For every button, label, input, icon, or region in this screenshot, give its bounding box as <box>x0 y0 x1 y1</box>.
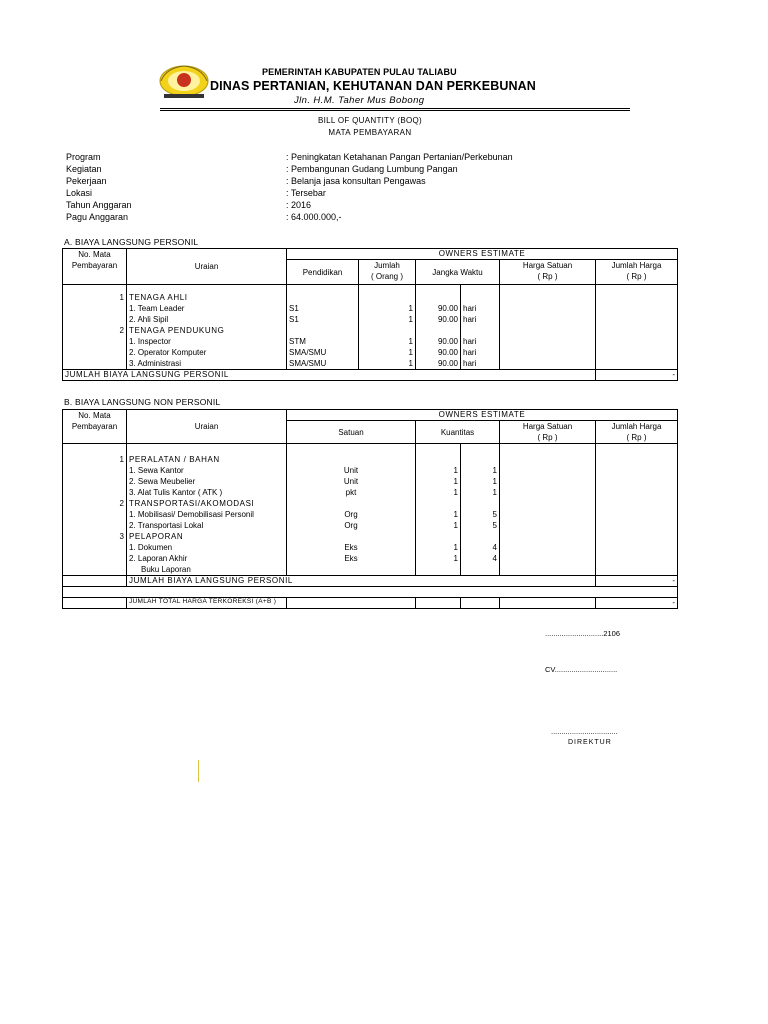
total-value: - <box>596 576 678 587</box>
grand-total-label: JUMLAH TOTAL HARGA TERKOREKSI (A+B ) <box>127 598 287 609</box>
table-row: 1. Dokumen Eks 1 4 <box>63 543 678 554</box>
info-value: : 2016 <box>286 200 312 210</box>
table-row: 1. Inspector STM 1 90.00 hari <box>63 337 678 348</box>
info-label: Program <box>66 152 101 162</box>
total-label: JUMLAH BIAYA LANGSUNG PERSONIL <box>63 370 596 381</box>
header-department: DINAS PERTANIAN, KEHUTANAN DAN PERKEBUNAN <box>210 79 536 93</box>
signature-name: ................................ <box>551 727 618 736</box>
owners-estimate-header: OWNERS ESTIMATE <box>287 410 678 421</box>
table-row: 1 PERALATAN / BAHAN <box>63 455 678 466</box>
info-value: : Tersebar <box>286 188 326 198</box>
table-row: 3. Administrasi SMA/SMU 1 90.00 hari <box>63 359 678 370</box>
table-row: 3 PELAPORAN <box>63 532 678 543</box>
total-label: JUMLAH BIAYA LANGSUNG PERSONIL <box>127 576 596 587</box>
scan-mark <box>198 760 199 782</box>
info-label: Pagu Anggaran <box>66 212 129 222</box>
table-row: 1. Mobilisasi/ Demobilisasi Personil Org 1 5 <box>63 510 678 521</box>
total-row <box>63 370 678 381</box>
header-address: Jln. H.M. Taher Mus Bobong <box>294 95 425 106</box>
table-row: 1. Team Leader S1 1 90.00 hari <box>63 304 678 315</box>
col-no-header: No. Mata Pembayaran <box>63 410 127 444</box>
total-value: - <box>596 370 678 381</box>
info-value: : Belanja jasa konsultan Pengawas <box>286 176 426 186</box>
table-row: 2. Ahli Sipil S1 1 90.00 hari <box>63 315 678 326</box>
signature-company: CV.............................. <box>545 665 618 674</box>
regency-logo <box>158 62 210 100</box>
col-uraian-header: Uraian <box>127 249 287 285</box>
table-row: 1 TENAGA AHLI <box>63 293 678 304</box>
col-pendidikan-header: Pendidikan <box>287 260 359 285</box>
table-row: 2. Laporan Akhir Eks 1 4 <box>63 554 678 565</box>
col-harga-header: Harga Satuan ( Rp ) <box>500 421 596 444</box>
info-label: Lokasi <box>66 188 93 198</box>
doc-title: BILL OF QUANTITY (BOQ) <box>318 116 422 125</box>
col-jumlah-harga-header: Jumlah Harga ( Rp ) <box>596 260 678 285</box>
col-no-header: No. Mata Pembayaran <box>63 249 127 285</box>
info-label: Kegiatan <box>66 164 102 174</box>
header-divider <box>160 108 630 109</box>
section-a-table <box>62 248 678 381</box>
col-harga-header: Harga Satuan ( Rp ) <box>500 260 596 285</box>
col-jumlah-header: Jumlah ( Orang ) <box>359 260 416 285</box>
total-row <box>63 576 678 587</box>
table-row: 3. Alat Tulis Kantor ( ATK ) pkt 1 1 <box>63 488 678 499</box>
table-row: 2. Operator Komputer SMA/SMU 1 90.00 hari <box>63 348 678 359</box>
col-kuantitas-header: Kuantitas <box>416 421 500 444</box>
col-uraian-header: Uraian <box>127 410 287 444</box>
signature-date: ............................2106 <box>545 629 621 638</box>
info-value: : 64.000.000,- <box>286 212 342 222</box>
signature-role: DIREKTUR <box>568 739 612 746</box>
table-row: Buku Laporan <box>63 565 678 576</box>
section-b-title: B. BIAYA LANGSUNG NON PERSONIL <box>64 397 221 407</box>
info-value: : Peningkatan Ketahanan Pangan Pertanian/Perkebunan <box>286 152 513 162</box>
info-label: Tahun Anggaran <box>66 200 132 210</box>
header-divider-2 <box>160 110 630 111</box>
col-jumlah-harga-header: Jumlah Harga ( Rp ) <box>596 421 678 444</box>
info-value: : Pembangunan Gudang Lumbung Pangan <box>286 164 458 174</box>
owners-estimate-header: OWNERS ESTIMATE <box>287 249 678 260</box>
col-jangka-header: Jangka Waktu <box>416 260 500 285</box>
section-a-title: A. BIAYA LANGSUNG PERSONIL <box>64 237 199 247</box>
info-label: Pekerjaan <box>66 176 107 186</box>
table-row: 2 TENAGA PENDUKUNG <box>63 326 678 337</box>
table-row: 2. Transportasi Lokal Org 1 5 <box>63 521 678 532</box>
col-satuan-header: Satuan <box>287 421 416 444</box>
grand-total-row <box>63 598 678 609</box>
doc-subtitle: MATA PEMBAYARAN <box>328 128 412 137</box>
section-b-table <box>62 409 678 609</box>
table-row: 2. Sewa Meubelier Unit 1 1 <box>63 477 678 488</box>
header-government: PEMERINTAH KABUPATEN PULAU TALIABU <box>262 67 457 77</box>
table-row: 2 TRANSPORTASI/AKOMODASI <box>63 499 678 510</box>
table-row: 1. Sewa Kantor Unit 1 1 <box>63 466 678 477</box>
grand-total-value: - <box>596 598 678 609</box>
